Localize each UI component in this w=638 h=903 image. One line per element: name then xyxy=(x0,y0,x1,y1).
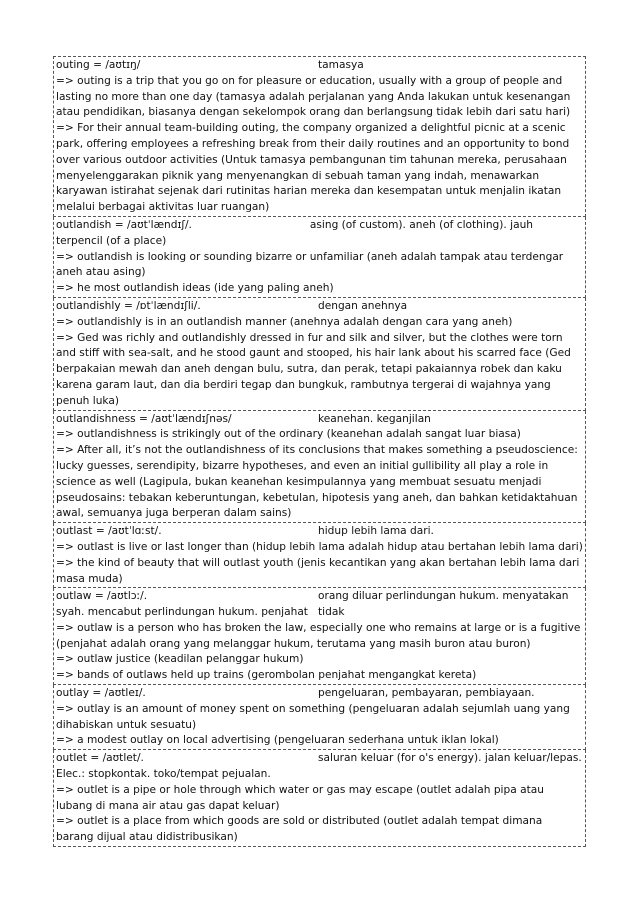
translation: tamasya xyxy=(318,59,364,71)
entry-outlandishly xyxy=(53,298,586,411)
translation: asing (of custom). aneh (of clothing). jauh terpencil (of a place) xyxy=(56,218,534,247)
example-line: => Ged was richly and outlandishly dressed in fur and silk and silver, but the clothes were torn and stiff with sea-salt, and he stood gaunt and stooped, his hair lank about his scarred face (Ged berpakaian mewah dan aneh dengan bulu, sutra, dan perak, tetapi pakaiannya robek dan kaku karena garam laut, dan dia berdiri tegap dan bungkuk, rambutnya tergerai di wajahnya yang penuh luka) xyxy=(56,331,571,407)
entry-outlandish xyxy=(53,217,586,298)
example-line: => bands of outlaws held up trains (gerombolan penjahat mengangkat kereta) xyxy=(56,669,477,682)
glossary-page xyxy=(53,56,586,847)
entry-outlast xyxy=(53,523,586,588)
headword: outlaw = /aʊtlɔː/. xyxy=(56,590,148,603)
definition-line: => outlet is a place from which goods are sold or distributed (outlet adalah tempat dimana barang dijual atau didistribusikan) xyxy=(56,815,543,844)
example-line: => After all, it’s not the outlandishness of its conclusions that makes something a pseudoscience: lucky guesses, serendipity, bizarre hypotheses, and even an initial gullibility all play a role in science as well (Lagipula, bukan keanehan kesimpulannya yang membuat sesuatu menjadi pseudosains: tebakan keberuntungan, kebetulan, hipotesis yang aneh, dan bahkan ketidaktahuan awal, semuanya juga berperan dalam sains) xyxy=(56,444,578,520)
example-line: => outlaw justice (keadilan pelanggar hukum) xyxy=(56,653,304,666)
translation-continued: Elec.: stopkontak. toko/tempat pejualan. xyxy=(56,768,271,781)
definition-line: => outlaw is a person who has broken the law, especially one who remains at large or is a fugitive (penjahat adalah orang yang melanggar hukum, terutama yang masih buron atau buron) xyxy=(56,621,581,650)
definition-line: => outlandishly is in an outlandish manner (anehnya adalah dengan cara yang aneh) xyxy=(56,315,513,328)
example-line: => a modest outlay on local advertising (pengeluaran sederhana untuk iklan lokal) xyxy=(56,734,499,747)
translation: orang diluar perlindungan hukum. menyatakan tidak xyxy=(318,590,569,619)
definition-line: => outlay is an amount of money spent on something (pengeluaran adalah sejumlah uang yang dihabiskan untuk sesuatu) xyxy=(56,702,570,731)
headword: outlandishly = /ɒtˈlændɪʃli/. xyxy=(56,299,201,312)
entry-outlaw xyxy=(53,588,586,685)
example-line: => he most outlandish ideas (ide yang paling aneh) xyxy=(56,282,334,295)
entry-outing xyxy=(53,56,586,217)
translation-continued: syah. mencabut perlindungan hukum. penjahat xyxy=(56,606,308,619)
translation: dengan anehnya xyxy=(318,299,408,312)
definition-line: => outlet is a pipe or hole through which water or gas may escape (outlet adalah pipa atau lubang di mana air atau gas dapat keluar) xyxy=(56,783,544,812)
headword: outlandish = /aʊtˈlændɪʃ/. xyxy=(56,218,192,231)
headword: outlet = /aʊtlet/. xyxy=(56,752,144,765)
entry-outlandishness xyxy=(53,411,586,524)
example-line: => For their annual team-building outing, the company organized a delightful picnic at a scenic park, offering employees a refreshing break from their daily routines and an opportunity to bond over various outdoor activities (Untuk tamasya pembangunan tim tahunan mereka, perusahaan menyelenggarakan piknik yang menyenangkan di sebuah taman yang indah, menawarkan karyawan istirahat sejenak dari rutinitas harian mereka dan kesempatan untuk menjalin ikatan melalui berbagai aktivitas luar ruangan) xyxy=(56,122,570,214)
example-line: => the kind of beauty that will outlast youth (jenis kecantikan yang akan bertahan lebih lama dari masa muda) xyxy=(56,556,580,585)
definition-line: => outlandishness is strikingly out of the ordinary (keanehan adalah sangat luar biasa) xyxy=(56,428,521,441)
headword: outlay = /aʊtleɪ/. xyxy=(56,687,146,700)
headword: outlast = /aʊtˈlɑːst/. xyxy=(56,525,162,538)
definition-line: => outlandish is looking or sounding bizarre or unfamiliar (aneh adalah tampak atau terdengar aneh atau asing) xyxy=(56,250,564,279)
headword: outlandishness = /aʊtˈlændɪʃnəs/ xyxy=(56,412,232,425)
translation: hidup lebih lama dari. xyxy=(318,525,434,538)
translation: saluran keluar (for o's energy). jalan keluar/lepas. xyxy=(318,752,582,765)
headword: outing = /aʊtɪŋ/ xyxy=(56,59,141,71)
translation: keanehan. keganjilan xyxy=(318,412,431,425)
definition-line: => outlast is live or last longer than (hidup lebih lama adalah hidup atau bertahan lebih lama dari) xyxy=(56,540,583,553)
entry-outlay xyxy=(53,685,586,750)
translation: pengeluaran, pembayaran, pembiayaan. xyxy=(318,687,535,700)
definition-line: => outing is a trip that you go on for pleasure or education, usually with a group of people and lasting no more than one day (tamasya adalah perjalanan yang Anda lakukan untuk kesenangan atau pendidikan, biasanya dengan sekelompok orang dan berlangsung tidak lebih dari satu hari) xyxy=(56,74,571,119)
entry-outlet xyxy=(53,750,586,847)
